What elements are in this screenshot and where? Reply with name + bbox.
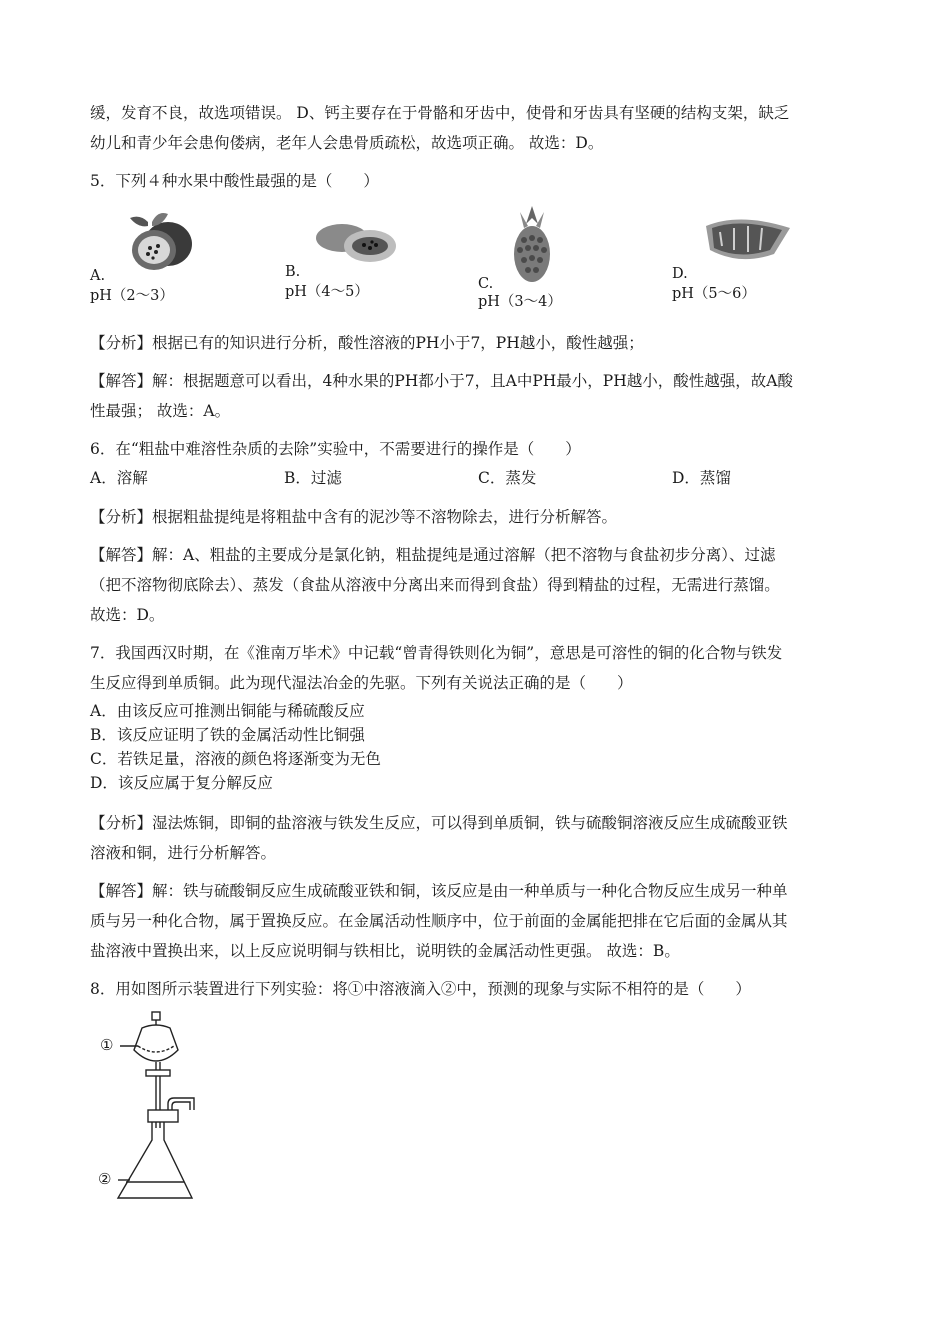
answer-q7: 质与另一种化合物，属于置换反应。在金属活动性顺序中，位于前面的金属能把排在它后面的金属从其 [90,912,788,930]
paragraph-line: 缓，发育不良，故选项错误。 D、钙主要存在于骨骼和牙齿中，使骨和牙齿具有坚硬的结构支架，缺乏 [90,104,790,122]
answer-q5: 性最强； 故选：A。 [90,402,231,420]
option-c-ph: pH（3～4） [478,294,562,310]
question-7: 7．我国西汉时期，在《淮南万毕术》中记载“曾青得铁则化为铜”，意思是可溶性的铜的化合物与铁发 [90,644,783,662]
question-8: 8．用如图所示装置进行下列实验：将①中溶液滴入②中，预测的现象与实际不相符的是（ ） [90,980,751,998]
q6-option-b: B．过滤 [284,469,342,487]
option-b-letter: B. [285,264,301,280]
answer-q6: （把不溶物彻底除去）、蒸发（食盐从溶液中分离出来而得到食盐）得到精盐的过程，无需进行蒸馏。 [90,576,780,594]
option-d-letter: D. [672,266,688,282]
answer-q7: 盐溶液中置换出来，以上反应说明铜与铁相比，说明铁的金属活动性更强。 故选：B。 [90,942,680,960]
paragraph-line: 幼儿和青少年会患佝偻病，老年人会患骨质疏松，故选项正确。 故选：D。 [90,134,604,152]
apparatus-diagram [98,1010,218,1210]
pineapple-image [506,206,558,284]
option-a-letter: A. [90,268,106,284]
option-b-ph: pH（4～5） [285,284,369,300]
answer-q7: 【解答】解：铁与硫酸铜反应生成硫酸亚铁和铜，该反应是由一种单质与一种化合物反应生成另一种单 [90,882,788,900]
q6-option-c: C．蒸发 [478,469,537,487]
watermelon-image [700,210,796,266]
q7-option-b: B．该反应证明了铁的金属活动性比铜强 [90,726,365,744]
q7-option-a: A．由该反应可推测出铜能与稀硫酸反应 [90,702,365,720]
q6-option-d: D．蒸馏 [672,469,731,487]
option-d-ph: pH（5～6） [672,286,756,302]
passion-fruit-image [118,208,196,272]
answer-q6: 故选：D。 [90,606,165,624]
analysis-q7: 溶液和铜，进行分析解答。 [90,844,277,862]
answer-q5: 【解答】解：根据题意可以看出，4种水果的PH都小于7，且A中PH最小，PH越小，酸性越强，故A酸 [90,372,793,390]
question-6: 6．在“粗盐中难溶性杂质的去除”实验中，不需要进行的操作是（ ） [90,440,581,458]
analysis-q6: 【分析】根据粗盐提纯是将粗盐中含有的泥沙等不溶物除去，进行分析解答。 [90,508,618,526]
question-5: 5．下列４种水果中酸性最强的是（ ） [90,172,379,190]
option-a-ph: pH（2～3） [90,288,174,304]
analysis-q5: 【分析】根据已有的知识进行分析，酸性溶液的PH小于7，PH越小，酸性越强； [90,334,644,352]
q7-option-d: D．该反应属于复分解反应 [90,774,273,792]
label-2: ② [98,1170,112,1188]
analysis-q7: 【分析】湿法炼铜，即铜的盐溶液与铁发生反应，可以得到单质铜，铁与硫酸铜溶液反应生成硫酸亚铁 [90,814,788,832]
papaya-image [312,218,398,268]
label-1: ① [100,1036,114,1054]
q6-option-a: A．溶解 [90,469,148,487]
q7-option-c: C．若铁足量，溶液的颜色将逐渐变为无色 [90,750,381,768]
option-c-letter: C. [478,276,494,292]
question-7: 生反应得到单质铜。此为现代湿法冶金的先驱。下列有关说法正确的是（ ） [90,674,633,692]
answer-q6: 【解答】解：A、粗盐的主要成分是氯化钠，粗盐提纯是通过溶解（把不溶物与食盐初步分离）、过滤 [90,546,776,564]
